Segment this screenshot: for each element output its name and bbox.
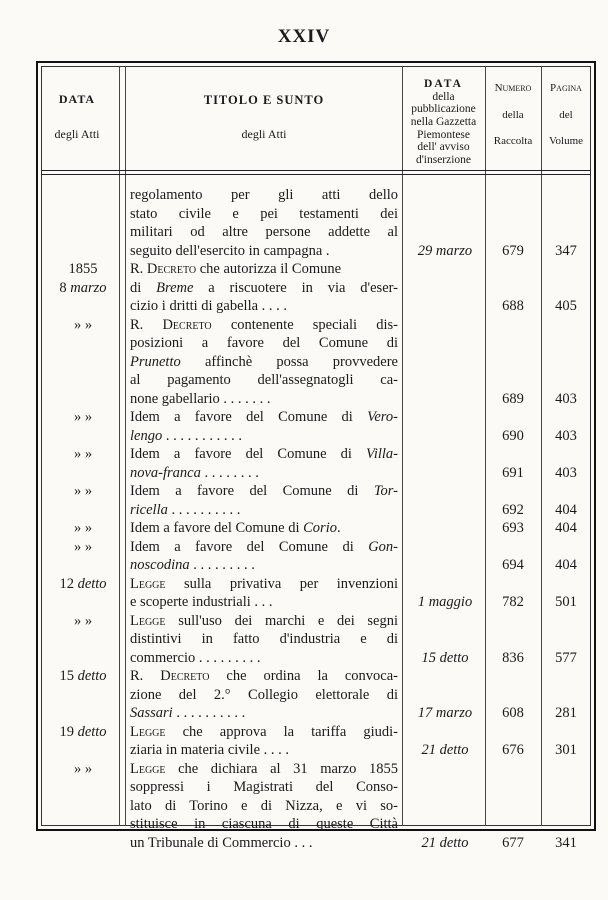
place-name: Gon- xyxy=(368,538,398,555)
row-text: stato civile e pei testamenti dei xyxy=(130,205,398,222)
header-titolo-sub: degli Atti xyxy=(241,127,287,141)
row-date: 8 marzo xyxy=(59,279,107,296)
row-numero: 608 xyxy=(502,705,524,721)
table-row xyxy=(0,242,608,261)
row-text: posizioni a favore del Comune di xyxy=(130,335,398,351)
header-pagina xyxy=(541,82,591,148)
row-text: commercio . . . . . . . . . xyxy=(130,649,261,666)
row-text: R. Decreto contenente speciali dis- xyxy=(130,316,398,333)
row-pagina: 341 xyxy=(555,834,577,851)
row-pagina: 404 xyxy=(555,501,577,518)
table-row xyxy=(0,649,608,668)
row-text: ricella . . . . . . . . . . xyxy=(130,501,241,518)
row-pagina: 577 xyxy=(555,649,577,666)
table-row xyxy=(0,223,608,242)
row-text: Idem a favore del Comune di Vero- xyxy=(130,409,398,425)
header-num-line: della xyxy=(502,108,524,121)
row-numero: 692 xyxy=(502,501,524,518)
row-date-month: marzo xyxy=(70,279,107,296)
table-row xyxy=(0,353,608,372)
table-row xyxy=(0,593,608,612)
row-text: R. Decreto che ordina la convoca- xyxy=(130,668,399,684)
row-numero: 677 xyxy=(502,834,524,851)
act-type: Legge xyxy=(130,760,166,777)
row-numero: 690 xyxy=(502,427,524,444)
row-text: distintivi in fatto d'industria e di xyxy=(130,631,398,647)
table-row xyxy=(0,834,608,853)
table-row xyxy=(0,501,608,520)
row-numero: 694 xyxy=(502,557,524,573)
row-text: Legge sull'uso dei marchi e dei segni xyxy=(130,612,398,629)
act-type: Legge xyxy=(130,723,166,740)
row-text: Idem a favore del Comune di Tor- xyxy=(130,483,398,499)
row-date-detto: detto xyxy=(77,575,107,592)
table-row xyxy=(0,704,608,723)
place-name: Villa- xyxy=(366,446,398,462)
place-name: lengo xyxy=(130,427,163,444)
row-text: zione del 2.° Collegio elettorale di xyxy=(130,686,398,703)
row-pagina: 281 xyxy=(555,705,577,721)
table-row xyxy=(0,390,608,409)
row-date: » » xyxy=(73,316,93,333)
row-text: Legge che approva la tariffa giudi- xyxy=(130,723,398,740)
header-pubblicazione xyxy=(402,78,485,166)
row-date: » » xyxy=(73,446,93,462)
table-row xyxy=(0,371,608,390)
row-date: 15 detto xyxy=(59,668,107,684)
row-text: seguito dell'esercito in campagna . xyxy=(130,242,330,259)
row-text: Idem a favore del Comune di Gon- xyxy=(130,538,398,555)
row-publication-date: 21 detto xyxy=(421,742,469,758)
header-data: DATA xyxy=(58,92,96,106)
header-rule xyxy=(41,174,591,175)
row-text: al pagamento dell'assegnatogli ca- xyxy=(130,372,398,388)
place-name: nova-franca xyxy=(130,464,201,481)
table-row xyxy=(0,667,608,686)
row-text: Legge che dichiara al 31 marzo 1855 xyxy=(130,760,398,777)
row-numero: 693 xyxy=(502,520,524,536)
header-pub-line: dell' avviso xyxy=(417,141,470,154)
row-text: Idem a favore del Comune di Villa- xyxy=(130,446,398,462)
header-pag-line: Volume xyxy=(548,135,584,148)
table-row xyxy=(0,760,608,779)
header-pub-line: DATA xyxy=(424,78,463,90)
header-pag-line: Pagina xyxy=(550,82,582,94)
page-number: XXIV xyxy=(277,26,331,47)
table-row xyxy=(0,778,608,797)
header-numero xyxy=(485,82,541,148)
place-name: noscodina xyxy=(130,557,190,573)
row-date: 12 detto xyxy=(59,575,107,592)
row-pagina: 404 xyxy=(555,520,577,536)
table-row xyxy=(0,723,608,742)
table-row xyxy=(0,205,608,224)
row-numero: 676 xyxy=(502,742,524,758)
header-titolo: TITOLO E SUNTO xyxy=(203,93,325,107)
header-pub-line: pubblicazione xyxy=(411,103,476,116)
row-date: » » xyxy=(73,612,93,629)
row-pagina: 403 xyxy=(555,464,577,481)
row-date: 19 detto xyxy=(59,723,107,740)
place-name: Prunetto xyxy=(130,353,181,370)
row-pagina: 403 xyxy=(555,390,577,407)
table-row xyxy=(0,482,608,501)
row-date: » » xyxy=(73,483,93,499)
row-text: stituisce in ciascuna di queste Città xyxy=(130,816,398,832)
row-text: un Tribunale di Commercio . . . xyxy=(130,834,313,851)
row-pagina: 404 xyxy=(555,557,577,573)
table-row xyxy=(0,630,608,649)
row-numero: 679 xyxy=(502,242,524,259)
row-text: ziaria in materia civile . . . . xyxy=(130,742,290,758)
place-name: Tor- xyxy=(373,483,398,499)
place-name: ricella xyxy=(130,501,168,518)
row-publication-date: 29 marzo xyxy=(417,242,473,259)
table-row xyxy=(0,297,608,316)
row-text: cizio i dritti di gabella . . . . xyxy=(130,298,288,314)
table-row xyxy=(0,815,608,834)
row-date: » » xyxy=(73,760,93,777)
table-row xyxy=(0,575,608,594)
header-rule xyxy=(41,170,591,171)
table-row xyxy=(0,427,608,446)
row-pagina: 403 xyxy=(555,427,577,444)
row-text: Sassari . . . . . . . . . . xyxy=(130,705,246,721)
row-text: lato di Torino e di Nizza, e vi so- xyxy=(130,797,398,814)
act-type: Legge xyxy=(130,575,166,592)
table-row xyxy=(0,741,608,760)
table-row xyxy=(0,556,608,575)
table-row xyxy=(0,316,608,335)
table-row xyxy=(0,686,608,705)
row-text: none gabellario . . . . . . . xyxy=(130,390,271,407)
row-publication-date: 1 maggio xyxy=(417,594,473,610)
row-text: soppressi i Magistrati del Conso- xyxy=(130,779,398,795)
place-name: Corio xyxy=(303,520,337,536)
table-row xyxy=(0,464,608,483)
row-date-detto: detto xyxy=(77,723,107,740)
header-pub-line: d'inserzione xyxy=(415,153,472,166)
header-pag-line: del xyxy=(559,108,573,121)
row-numero: 689 xyxy=(502,390,524,407)
row-pagina: 301 xyxy=(555,742,577,758)
row-pagina: 405 xyxy=(555,298,577,314)
row-pagina: 501 xyxy=(555,594,577,610)
row-pagina: 347 xyxy=(555,242,577,259)
act-type: R. Decreto xyxy=(130,316,212,333)
header-num-line: Raccolta xyxy=(493,135,533,148)
row-publication-date: 21 detto xyxy=(421,834,469,851)
row-text: lengo . . . . . . . . . . . xyxy=(130,427,242,444)
row-text: Idem a favore del Comune di Corio. xyxy=(130,520,341,536)
row-text: militari od altre persone addette al xyxy=(130,224,398,240)
act-type: R. Decreto xyxy=(130,668,210,684)
row-text: noscodina . . . . . . . . . xyxy=(130,557,255,573)
row-text: Legge sulla privativa per invenzioni xyxy=(130,575,398,592)
row-date: » » xyxy=(73,520,93,536)
header-pub-line: nella Gazzetta xyxy=(410,115,477,128)
table-row xyxy=(0,279,608,298)
row-date: » » xyxy=(73,409,93,425)
row-numero: 691 xyxy=(502,464,524,481)
row-text: di Breme a riscuotere in via d'eser- xyxy=(130,279,398,296)
act-type: Legge xyxy=(130,612,166,629)
place-name: Breme xyxy=(156,279,194,296)
row-publication-date: 17 marzo xyxy=(417,705,473,721)
header-data-sub: degli Atti xyxy=(54,127,100,141)
header-pub-line: Piemontese xyxy=(416,128,471,141)
row-numero: 782 xyxy=(502,594,524,610)
table-row xyxy=(0,408,608,427)
table-row xyxy=(0,797,608,816)
row-numero: 836 xyxy=(502,649,524,666)
table-row xyxy=(0,334,608,353)
row-text: Prunetto affinchè possa provvedere xyxy=(130,353,398,370)
row-date: 1855 xyxy=(68,261,98,277)
header-pub-line: della xyxy=(432,90,455,103)
place-name: Vero- xyxy=(367,409,398,425)
act-type: R. Decreto xyxy=(130,261,197,277)
table-row xyxy=(0,186,608,205)
row-text: e scoperte industriali . . . xyxy=(130,594,273,610)
row-date-detto: detto xyxy=(77,668,107,684)
row-date: » » xyxy=(73,538,93,555)
table-row xyxy=(0,538,608,557)
row-text: nova-franca . . . . . . . . xyxy=(130,464,259,481)
row-publication-date: 15 detto xyxy=(421,649,469,666)
row-numero: 688 xyxy=(502,298,524,314)
table-row xyxy=(0,519,608,538)
header-num-line: Numero xyxy=(494,82,532,94)
table-row xyxy=(0,260,608,279)
table-row xyxy=(0,445,608,464)
row-text: R. Decreto che autorizza il Comune xyxy=(130,261,342,277)
row-text: regolamento per gli atti dello xyxy=(130,187,398,203)
table-row xyxy=(0,612,608,631)
place-name: Sassari xyxy=(130,705,173,721)
